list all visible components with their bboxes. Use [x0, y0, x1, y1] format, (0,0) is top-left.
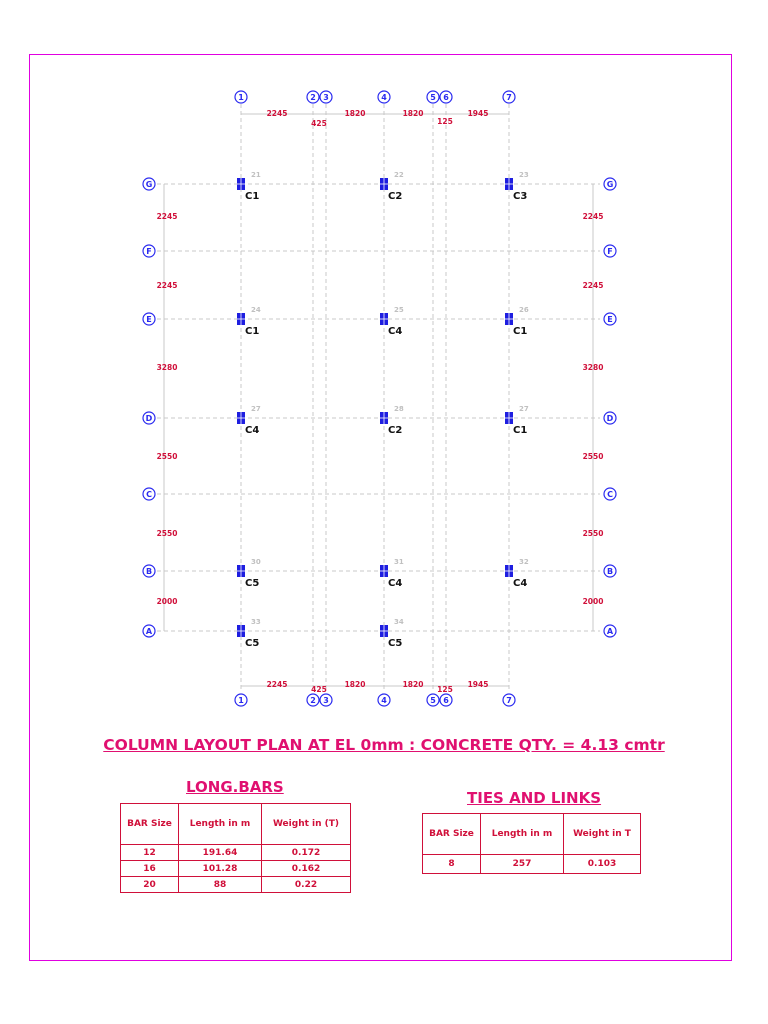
- ties-heading: TIES AND LINKS: [467, 789, 602, 807]
- ties-table: [422, 813, 641, 874]
- grid-bubble-label: D: [145, 414, 153, 423]
- table-cell: 0.162: [262, 861, 351, 877]
- table-header: BAR Size: [423, 814, 481, 855]
- column-label: C1: [513, 326, 528, 337]
- grid-bubble-label: 4: [381, 93, 387, 102]
- grid-bubble-label: 6: [443, 696, 449, 705]
- column-number: 23: [519, 171, 529, 179]
- column-label: C1: [513, 425, 528, 436]
- column-number: 21: [251, 171, 261, 179]
- dimension-left: 2245: [156, 212, 178, 221]
- table-header: Length in m: [481, 814, 564, 855]
- grid-bubble-label: 6: [443, 93, 449, 102]
- grid-bubble-label: 4: [381, 696, 387, 705]
- column-label: C2: [388, 425, 403, 436]
- grid-bubble-label: D: [606, 414, 614, 423]
- table-cell: 257: [481, 855, 564, 874]
- dimension-left: 2245: [156, 281, 178, 290]
- table-cell: 16: [121, 861, 179, 877]
- column-label: C4: [388, 578, 403, 589]
- dimension-top: 1820: [344, 109, 366, 118]
- grid-bubble-label: 5: [430, 93, 436, 102]
- grid-bubble-label: F: [146, 247, 152, 256]
- grid-bubble-label: A: [606, 627, 614, 636]
- table-row: [121, 845, 351, 861]
- grid-bubble-label: E: [607, 315, 613, 324]
- column-number: 31: [394, 558, 404, 566]
- column-number: 22: [394, 171, 404, 179]
- column-number: 33: [251, 618, 261, 626]
- table-cell: 101.28: [179, 861, 262, 877]
- column-label: C3: [513, 191, 528, 202]
- dimension-left: 2550: [156, 452, 178, 461]
- table-header: BAR Size: [121, 804, 179, 845]
- grid-bubble-label: 7: [506, 93, 512, 102]
- column-number: 28: [394, 405, 404, 413]
- dimension-top: 2245: [266, 109, 288, 118]
- dimension-bottom: 1820: [344, 680, 366, 689]
- column-label: C1: [245, 191, 260, 202]
- grid-bubble-label: C: [607, 490, 613, 499]
- grid-bubble-label: 3: [323, 93, 329, 102]
- dimension-bottom: 2245: [266, 680, 288, 689]
- grid-bubble-label: B: [145, 567, 153, 576]
- grid-bubble-label: G: [145, 180, 153, 189]
- dimension-left: 3280: [156, 363, 178, 372]
- dimension-right: 2245: [582, 281, 604, 290]
- dimension-right: 2000: [582, 597, 604, 606]
- column-number: 26: [519, 306, 529, 314]
- grid-bubble-label: 2: [310, 696, 316, 705]
- column-label: C5: [245, 638, 260, 649]
- dimension-bottom: 1820: [402, 680, 424, 689]
- table-cell: 0.103: [564, 855, 641, 874]
- column-number: 32: [519, 558, 529, 566]
- table-header-row: [423, 814, 641, 855]
- grid-bubble-label: C: [146, 490, 152, 499]
- dimension-right: 2550: [582, 529, 604, 538]
- dimension-left: 2000: [156, 597, 178, 606]
- table-cell: 191.64: [179, 845, 262, 861]
- column-label: C5: [245, 578, 260, 589]
- column-label: C1: [245, 326, 260, 337]
- column-label: C2: [388, 191, 403, 202]
- grid-bubble-label: 1: [238, 93, 244, 102]
- table-cell: 88: [179, 877, 262, 893]
- dimension-top: 1945: [467, 109, 489, 118]
- table-header: Weight in (T): [262, 804, 351, 845]
- grid-bubble-label: 2: [310, 93, 316, 102]
- dimension-right: 2550: [582, 452, 604, 461]
- column-number: 24: [251, 306, 261, 314]
- column-number: 27: [519, 405, 529, 413]
- table-header: Weight in T: [564, 814, 641, 855]
- table-header-row: [121, 804, 351, 845]
- dimension-top: 425: [311, 119, 327, 128]
- grid-bubble-label: B: [606, 567, 614, 576]
- dimension-bottom: 1945: [467, 680, 489, 689]
- dimension-right: 2245: [582, 212, 604, 221]
- column-label: C4: [513, 578, 528, 589]
- table-header: Length in m: [179, 804, 262, 845]
- grid-bubble-label: G: [606, 180, 614, 189]
- dimension-right: 3280: [582, 363, 604, 372]
- table-row: [121, 861, 351, 877]
- table-row: [423, 855, 641, 874]
- column-label: C5: [388, 638, 403, 649]
- column-number: 34: [394, 618, 404, 626]
- dimension-top: 1820: [402, 109, 424, 118]
- dimension-top: 125: [437, 117, 453, 126]
- table-cell: 0.22: [262, 877, 351, 893]
- grid-bubble-label: 1: [238, 696, 244, 705]
- column-number: 27: [251, 405, 261, 413]
- grid-bubble-label: A: [145, 627, 153, 636]
- table-cell: 20: [121, 877, 179, 893]
- table-row: [121, 877, 351, 893]
- grid-bubble-label: F: [607, 247, 613, 256]
- column-number: 30: [251, 558, 261, 566]
- grid-bubble-label: 3: [323, 696, 329, 705]
- dimension-bottom: 425: [311, 685, 327, 694]
- grid-bubble-label: E: [146, 315, 152, 324]
- table-cell: 0.172: [262, 845, 351, 861]
- grid-bubble-label: 7: [506, 696, 512, 705]
- grid-bubble-label: 5: [430, 696, 436, 705]
- table-cell: 12: [121, 845, 179, 861]
- dimension-bottom: 125: [437, 685, 453, 694]
- column-label: C4: [245, 425, 260, 436]
- plan-title: COLUMN LAYOUT PLAN AT EL 0mm : CONCRETE QTY. = 4.13 cmtr: [103, 736, 665, 754]
- table-cell: 8: [423, 855, 481, 874]
- dimension-left: 2550: [156, 529, 178, 538]
- column-label: C4: [388, 326, 403, 337]
- column-number: 25: [394, 306, 404, 314]
- long-bars-heading: LONG.BARS: [186, 778, 284, 796]
- long-bars-table: [120, 803, 351, 893]
